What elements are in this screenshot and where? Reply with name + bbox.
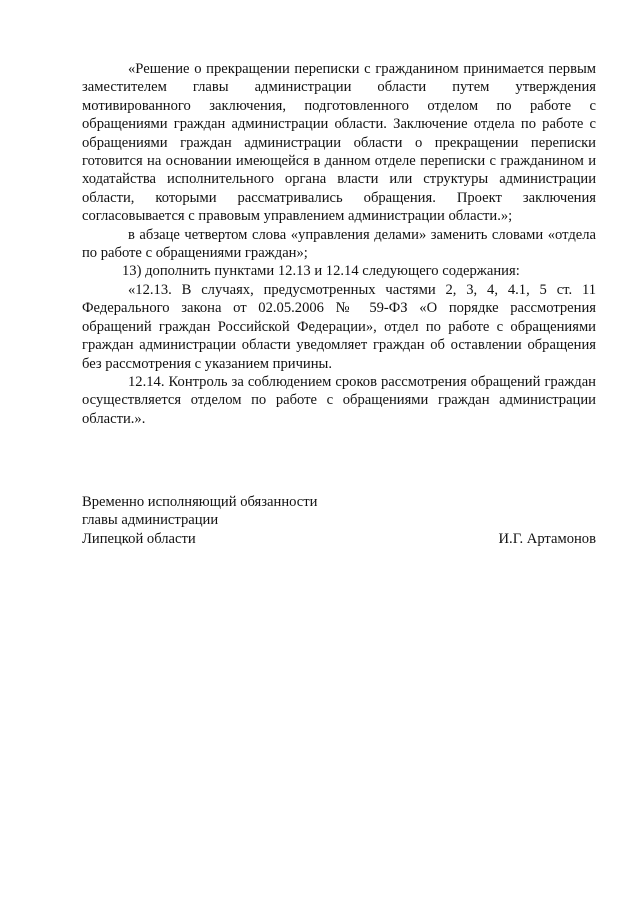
paragraph-item-13: 13) дополнить пунктами 12.13 и 12.14 следующего содержания: — [122, 263, 520, 280]
signature-line — [82, 530, 596, 548]
paragraph-amendment-abzac: в абзаце четвертом слова «управления делами» заменить словами «отдела по работе с обращениями граждан»; — [82, 226, 596, 262]
signatory-position-line-2: главы администрации — [82, 512, 219, 529]
signatory-name: И.Г. Артамонов — [498, 530, 596, 547]
paragraph-12-13: «12.13. В случаях, предусмотренных частями 2, 3, 4, 4.1, 5 ст. 11 Федерального закона от 02.05.2006 № 59-ФЗ «О порядке рассмотрения обращений граждан Российской Федерации», отдел по работе с обращениями граждан администрации области уведомляет граждан об оставлении обращения без рассмотрения с указанием причины. — [82, 281, 596, 372]
document-body — [82, 60, 596, 428]
signature-block — [82, 493, 596, 548]
paragraph-12-14: 12.14. Контроль за соблюдением сроков рассмотрения обращений граждан осуществляется отделом по работе с обращениями граждан администрации области.». — [82, 373, 596, 427]
signatory-position-line-1: Временно исполняющий обязанности — [82, 494, 318, 510]
signatory-position-line-3: Липецкой области — [82, 530, 196, 547]
paragraph-decision: «Решение о прекращении переписки с гражданином принимается первым заместителем главы администрации области путем утверждения мотивированного заключения, подготовленного отделом по работе с обращениями граждан администрации области. Заключение отдела по работе с обращениями граждан администрации области о прекращении переписки готовится на основании имеющейся в данном отделе переписки с гражданином и ходатайства исполнительного органа власти или структуры администрации области, которыми рассматривались обращения. Проект заключения согласовывается с правовым управлением администрации области.»; — [82, 61, 596, 225]
